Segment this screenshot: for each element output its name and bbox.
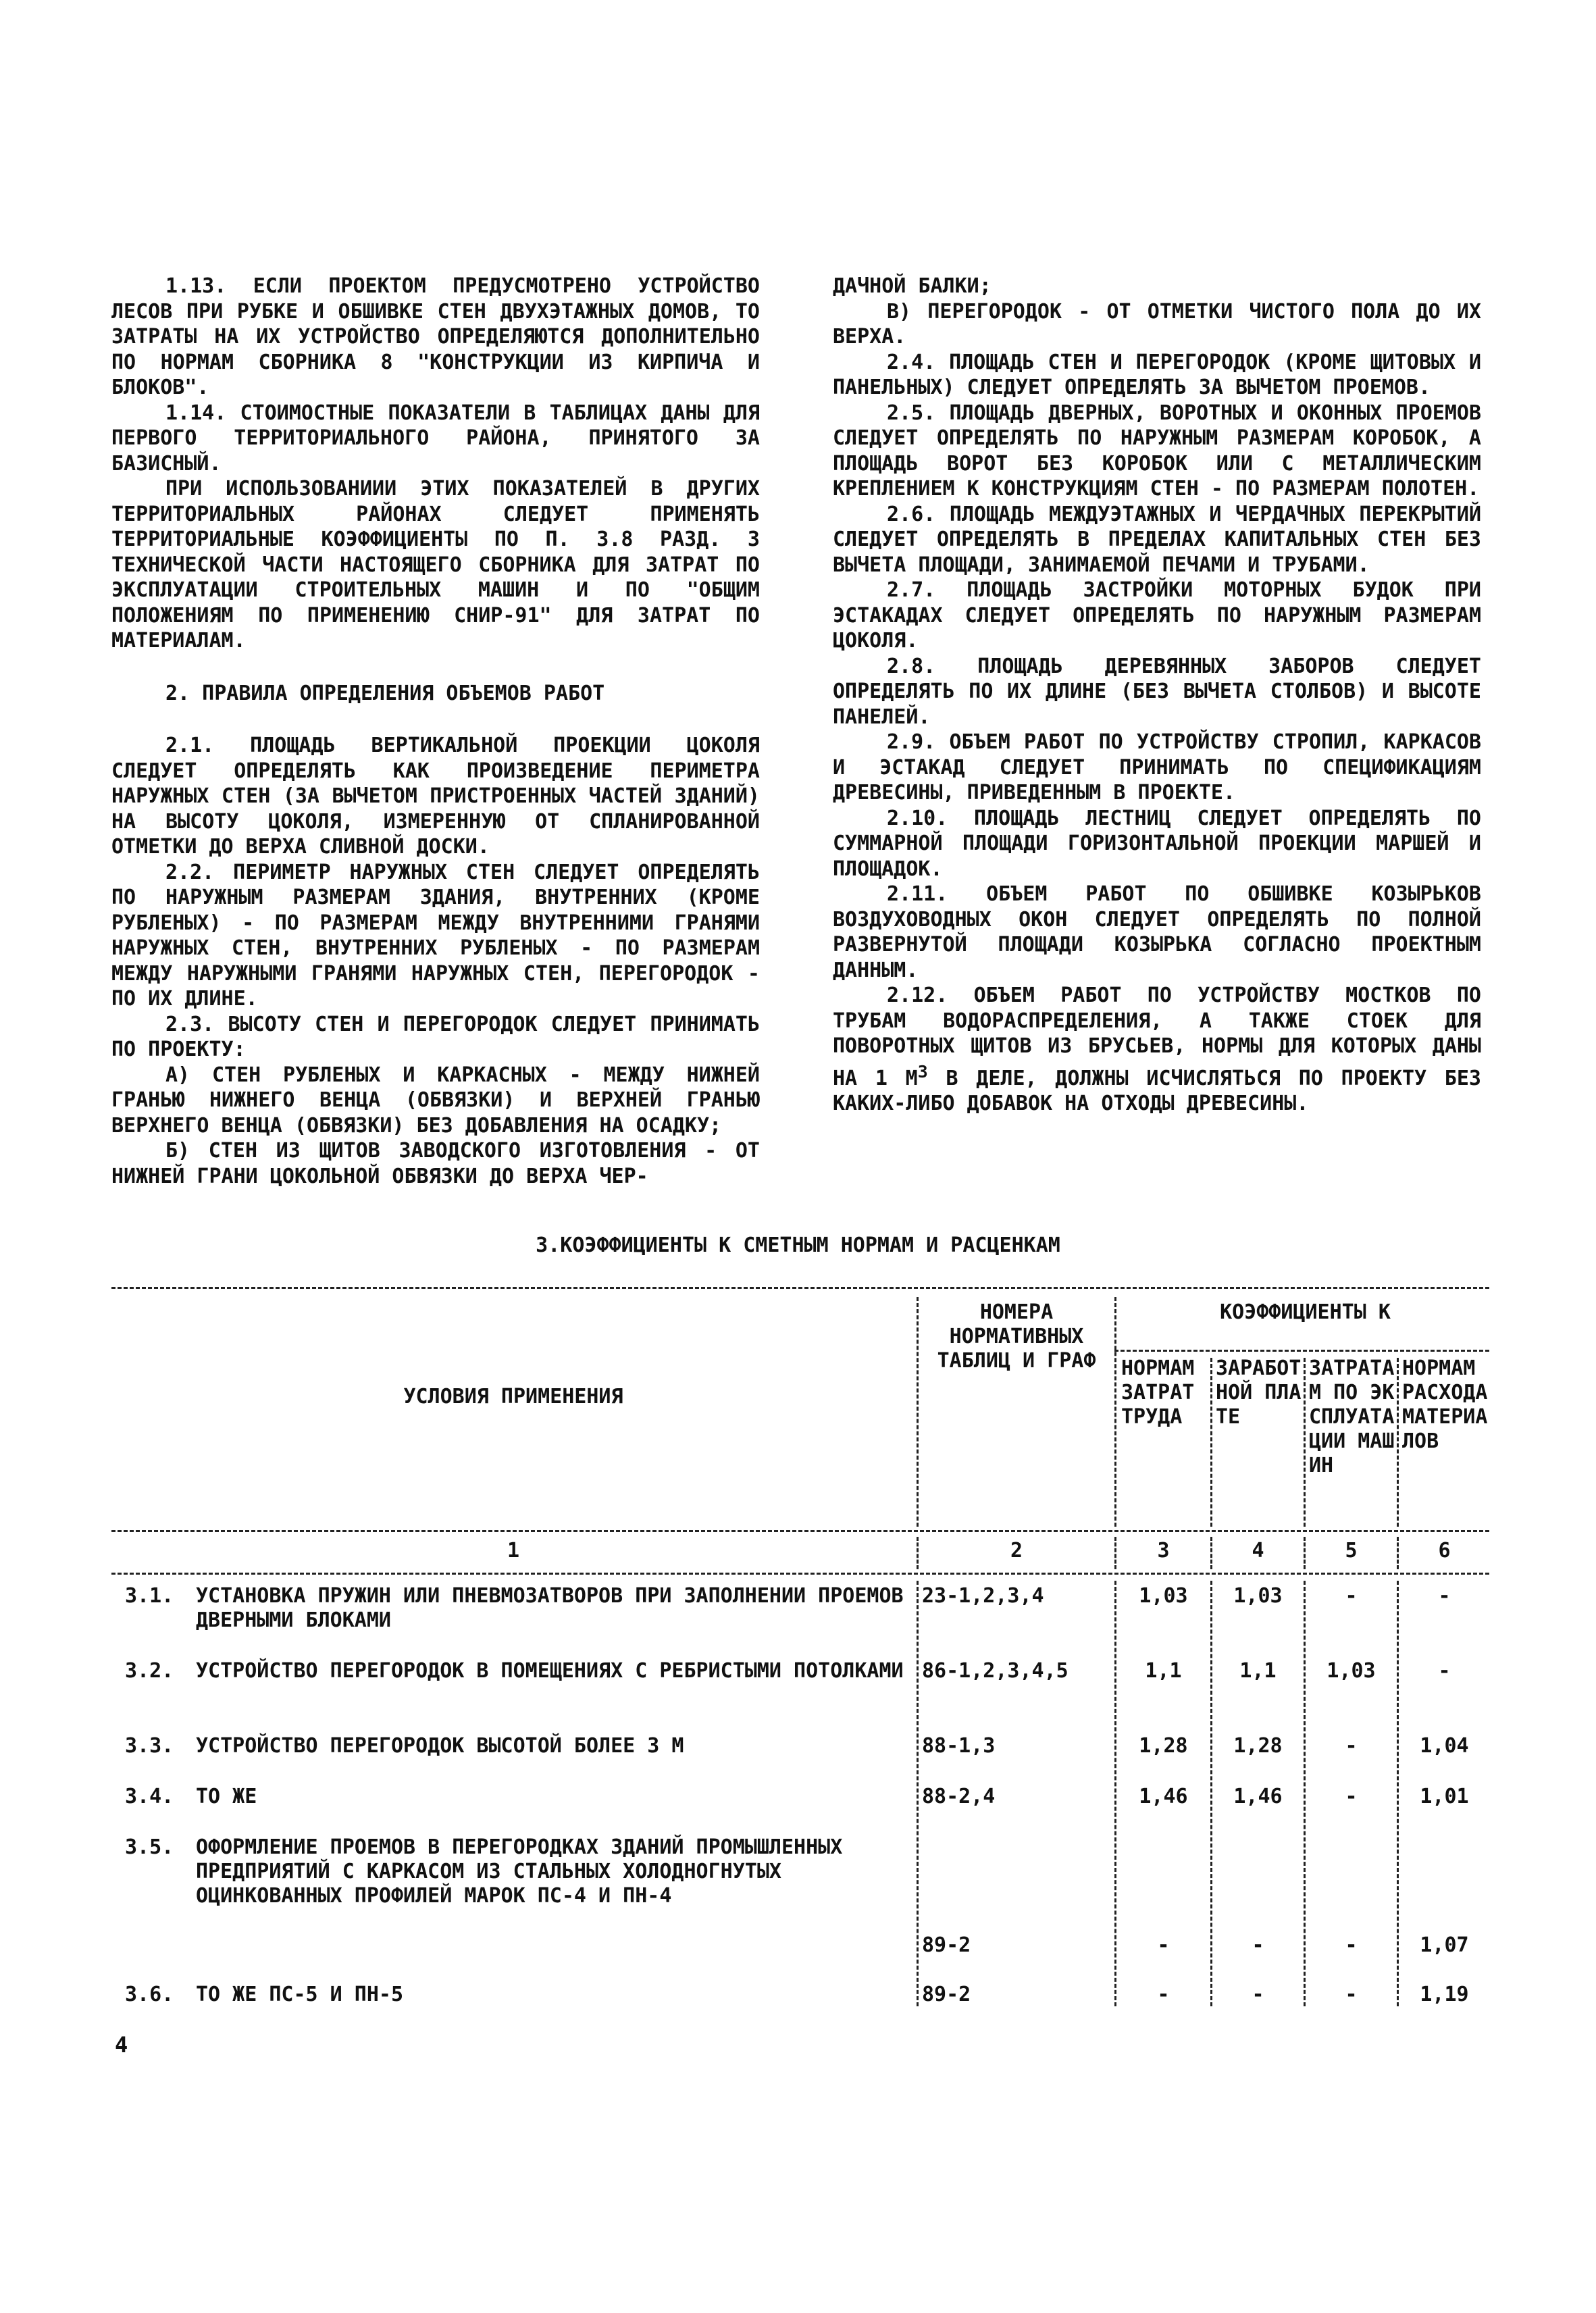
paragraph-2-9: 2.9. ОБЪЕМ РАБОТ ПО УСТРОЙСТВУ СТРОПИЛ, КАРКАСОВ И ЭСТАКАД СЛЕДУЕТ ПРИНИМАТЬ ПО СПЕЦИФИКАЦИЯМ ДРЕВЕСИНЫ, ПРИВЕДЕННЫМ В ПРОЕКТЕ.: [833, 730, 1481, 805]
header-separator-3: [1210, 1358, 1212, 1527]
colnum-separator-5: [1397, 1537, 1399, 1569]
row-number: 3.5.: [125, 1835, 174, 1859]
row-number: 3.6.: [125, 1983, 174, 2006]
paragraph-2-12-part1: 2.12. ОБЪЕМ РАБОТ ПО УСТРОЙСТВУ МОСТКОВ ПО ТРУБАМ ВОДОРАСПРЕДЕЛЕНИЯ, А ТАКЖЕ СТОЕК ДЛЯ ПОВОРОТНЫХ ЩИТОВ ИЗ БРУСЬЕВ, НОРМЫ ДЛЯ КОТОРЫХ ДАНЫ НА 1 М: [833, 984, 1481, 1090]
row-c3: 1,46: [1139, 1785, 1188, 1808]
paragraph-2-3-a: А) СТЕН РУБЛЕНЫХ И КАРКАСНЫХ - МЕЖДУ НИЖНЕЙ ГРАНЬЮ НИЖНЕГО ВЕНЦА (ОБВЯЗКИ) И ВЕРХНЕЙ ГРАНЬЮ ВЕРХНЕГО ВЕНЦА (ОБВЯЗКИ) БЕЗ ДОБАВЛЕНИЯ НА ОСАДКУ;: [111, 1063, 760, 1138]
colnum-3: 3: [1157, 1539, 1170, 1562]
row-c6: 1,04: [1420, 1734, 1469, 1758]
table-top-rule: [111, 1287, 1489, 1289]
colnum-separator-2: [1114, 1537, 1116, 1569]
header-separator-1: [917, 1297, 919, 1527]
row-number: 3.3.: [125, 1734, 174, 1758]
row-c6: 1,01: [1420, 1785, 1469, 1808]
paragraph-2-7: 2.7. ПЛОЩАДЬ ЗАСТРОЙКИ МОТОРНЫХ БУДОК ПРИ ЭСТАКАДАХ СЛЕДУЕТ ОПРЕДЕЛЯТЬ ПО НАРУЖНЫМ РАЗМЕРАМ ЦОКОЛЯ.: [833, 578, 1481, 653]
row-c3: 1,1: [1145, 1659, 1182, 1683]
header-separator-5: [1397, 1358, 1399, 1527]
left-column: [111, 274, 760, 1189]
paragraph-2-8: 2.8. ПЛОЩАДЬ ДЕРЕВЯННЫХ ЗАБОРОВ СЛЕДУЕТ ОПРЕДЕЛЯТЬ ПО ИХ ДЛИНЕ (БЕЗ ВЫЧЕТА СТОЛБОВ) И ВЫСОТЕ ПАНЕЛЕЙ.: [833, 654, 1481, 729]
row-c3: 1,28: [1139, 1734, 1188, 1758]
row-c5: -: [1345, 1734, 1358, 1758]
row-ref: 86-1,2,3,4,5: [922, 1659, 1069, 1683]
paragraph-1-13: 1.13. ЕСЛИ ПРОЕКТОМ ПРЕДУСМОТРЕНО УСТРОЙСТВО ЛЕСОВ ПРИ РУБКЕ И ОБШИВКЕ СТЕН ДВУХЭТАЖНЫХ ДОМОВ, ТО ЗАТРАТЫ НА ИХ УСТРОЙСТВО ОПРЕДЕЛЯЮТСЯ ДОПОЛНИТЕЛЬНО ПО НОРМАМ СБОРНИКА 8 "КОНСТРУКЦИИ ИЗ КИРПИЧА И БЛОКОВ".: [111, 274, 760, 399]
row-ref: 88-1,3: [922, 1734, 996, 1758]
row-c4: 1,03: [1233, 1584, 1283, 1608]
paragraph-1-14: 1.14. СТОИМОСТНЫЕ ПОКАЗАТЕЛИ В ТАБЛИЦАХ ДАНЫ ДЛЯ ПЕРВОГО ТЕРРИТОРИАЛЬНОГО РАЙОНА, ПРИНЯТОГО ЗА БАЗИСНЫЙ.: [111, 401, 760, 476]
header-bottom-rule: [111, 1530, 1489, 1532]
row-c3: 1,03: [1139, 1584, 1188, 1608]
row-ref: 89-2: [922, 1933, 971, 1957]
paragraph-1-14-continued: ПРИ ИСПОЛЬЗОВАНИИИ ЭТИХ ПОКАЗАТЕЛЕЙ В ДРУГИХ ТЕРРИТОРИАЛЬНЫХ РАЙОНАХ СЛЕДУЕТ ПРИМЕНЯТЬ ТЕРРИТОРИАЛЬНЫЕ КОЭФФИЦИЕНТЫ ПО П. 3.8 РАЗД. 3 ТЕХНИЧЕСКОЙ ЧАСТИ НАСТОЯЩЕГО СБОРНИКА ДЛЯ ЗАТРАТ ПО ЭКСПЛУАТАЦИИ СТРОИТЕЛЬНЫХ МАШИН И ПО "ОБЩИМ ПОЛОЖЕНИЯМ ПО ПРИМЕНЕНИЮ СНИР-91" ДЛЯ ЗАТРАТ ПО МАТЕРИАЛАМ.: [111, 477, 760, 653]
row-number: 3.2.: [125, 1659, 174, 1683]
row-c4: -: [1252, 1983, 1264, 2006]
header-col4: ЗАРАБОТНОЙ ПЛАТЕ: [1216, 1356, 1302, 1429]
row-condition: УСТАНОВКА ПРУЖИН ИЛИ ПНЕВМОЗАТВОРОВ ПРИ ЗАПОЛНЕНИИ ПРОЕМОВ ДВЕРНЫМИ БЛОКАМИ: [196, 1584, 904, 1632]
row-c5: -: [1345, 1983, 1358, 2006]
row-condition: УСТРОЙСТВО ПЕРЕГОРОДОК ВЫСОТОЙ БОЛЕЕ 3 М: [196, 1734, 684, 1758]
colnum-1: 1: [507, 1539, 520, 1562]
row-condition: УСТРОЙСТВО ПЕРЕГОРОДОК В ПОМЕЩЕНИЯХ С РЕБРИСТЫМИ ПОТОЛКАМИ: [196, 1659, 904, 1683]
header-separator-2: [1114, 1297, 1116, 1527]
paragraph-2-12: [833, 983, 1481, 1117]
row-c3: -: [1157, 1933, 1170, 1957]
row-c5: -: [1345, 1933, 1358, 1957]
row-c4: -: [1252, 1933, 1264, 1957]
right-column: [833, 274, 1481, 1117]
header-sub-rule: [1114, 1350, 1489, 1352]
row-ref: 89-2: [922, 1983, 971, 2006]
row-c3: -: [1157, 1983, 1170, 2006]
paragraph-2-10: 2.10. ПЛОЩАДЬ ЛЕСТНИЦ СЛЕДУЕТ ОПРЕДЕЛЯТЬ ПО СУММАРНОЙ ПЛОЩАДИ ГОРИЗОНТАЛЬНОЙ ПРОЕКЦИИ МАРШЕЙ И ПЛОЩАДОК.: [833, 806, 1481, 881]
colnum-bottom-rule: [111, 1573, 1489, 1575]
row-c6: 1,07: [1420, 1933, 1469, 1957]
section-2-title: 2. ПРАВИЛА ОПРЕДЕЛЕНИЯ ОБЪЕМОВ РАБОТ: [165, 681, 605, 705]
paragraph-2-3-b: Б) СТЕН ИЗ ЩИТОВ ЗАВОДСКОГО ИЗГОТОВЛЕНИЯ - ОТ НИЖНЕЙ ГРАНИ ЦОКОЛЬНОЙ ОБВЯЗКИ ДО ВЕРХА ЧЕР-: [111, 1139, 760, 1188]
row-c6: -: [1438, 1659, 1451, 1683]
paragraph-2-11: 2.11. ОБЪЕМ РАБОТ ПО ОБШИВКЕ КОЗЫРЬКОВ ВОЗДУХОВОДНЫХ ОКОН СЛЕДУЕТ ОПРЕДЕЛЯТЬ ПО ПОЛНОЙ РАЗВЕРНУТОЙ ПЛОЩАДИ КОЗЫРЬКА СОГЛАСНО ПРОЕКТНЫМ ДАННЫМ.: [833, 882, 1481, 982]
paragraph-2-6: 2.6. ПЛОЩАДЬ МЕЖДУЭТАЖНЫХ И ЧЕРДАЧНЫХ ПЕРЕКРЫТИЙ СЛЕДУЕТ ОПРЕДЕЛЯТЬ В ПРЕДЕЛАХ КАПИТАЛЬНЫХ СТЕН БЕЗ ВЫЧЕТА ПЛОЩАДИ, ЗАНИМАЕМОЙ ПЕЧАМИ И ТРУБАМИ.: [833, 502, 1481, 577]
colnum-5: 5: [1345, 1539, 1358, 1562]
paragraph-2-3: 2.3. ВЫСОТУ СТЕН И ПЕРЕГОРОДОК СЛЕДУЕТ ПРИНИМАТЬ ПО ПРОЕКТУ:: [111, 1012, 760, 1061]
colnum-separator-1: [917, 1537, 919, 1569]
header-numbers: НОМЕРА НОРМАТИВНЫХ ТАБЛИЦ И ГРАФ: [937, 1300, 1096, 1373]
colnum-separator-4: [1304, 1537, 1306, 1569]
row-number: 3.1.: [125, 1584, 174, 1608]
row-condition: ТО ЖЕ: [196, 1785, 257, 1808]
header-conditions: УСЛОВИЯ ПРИМЕНЕНИЯ: [403, 1385, 623, 1408]
row-c5: -: [1345, 1785, 1358, 1808]
body-separator-2: [1114, 1581, 1116, 2006]
paragraph-continuation: ДАЧНОЙ БАЛКИ;: [833, 274, 992, 298]
row-c4: 1,46: [1233, 1785, 1283, 1808]
colnum-4: 4: [1252, 1539, 1264, 1562]
page-number: 4: [115, 2032, 128, 2058]
paragraph-2-12-part2: В ДЕЛЕ, ДОЛЖНЫ ИСЧИСЛЯТЬСЯ ПО ПРОЕКТУ БЕЗ КАКИХ-ЛИБО ДОБАВОК НА ОТХОДЫ ДРЕВЕСИНЫ.: [833, 1066, 1481, 1115]
row-c4: 1,1: [1239, 1659, 1277, 1683]
row-ref: 23-1,2,3,4: [922, 1584, 1044, 1608]
row-c5: -: [1345, 1584, 1358, 1608]
header-coefficients: КОЭФФИЦИЕНТЫ К: [1220, 1300, 1391, 1324]
paragraph-2-5: 2.5. ПЛОЩАДЬ ДВЕРНЫХ, ВОРОТНЫХ И ОКОННЫХ ПРОЕМОВ СЛЕДУЕТ ОПРЕДЕЛЯТЬ ПО НАРУЖНЫМ РАЗМЕРАМ КОРОБОК, А ПЛОЩАДЬ ВОРОТ БЕЗ КОРОБОК ИЛИ С МЕТАЛЛИЧЕСКИМ КРЕПЛЕНИЕМ К КОНСТРУКЦИЯМ СТЕН - ПО РАЗМЕРАМ ПОЛОТЕН.: [833, 401, 1481, 501]
colnum-separator-3: [1210, 1537, 1212, 1569]
paragraph-2-4: 2.4. ПЛОЩАДЬ СТЕН И ПЕРЕГОРОДОК (КРОМЕ ЩИТОВЫХ И ПАНЕЛЬНЫХ) СЛЕДУЕТ ОПРЕДЕЛЯТЬ ЗА ВЫЧЕТОМ ПРОЕМОВ.: [833, 350, 1481, 399]
row-c6: -: [1438, 1584, 1451, 1608]
colnum-6: 6: [1438, 1539, 1451, 1562]
row-condition: ОФОРМЛЕНИЕ ПРОЕМОВ В ПЕРЕГОРОДКАХ ЗДАНИЙ ПРОМЫШЛЕННЫХ ПРЕДПРИЯТИЙ С КАРКАСОМ ИЗ СТАЛЬНЫХ ХОЛОДНОГНУТЫХ ОЦИНКОВАННЫХ ПРОФИЛЕЙ МАРОК ПС-4 И ПН-4: [196, 1835, 843, 1908]
row-ref: 88-2,4: [922, 1785, 996, 1808]
paragraph-2-3-c: В) ПЕРЕГОРОДОК - ОТ ОТМЕТКИ ЧИСТОГО ПОЛА ДО ИХ ВЕРХА.: [833, 299, 1481, 349]
header-col3: НОРМАМ ЗАТРАТ ТРУДА: [1121, 1356, 1195, 1429]
colnum-2: 2: [1010, 1539, 1023, 1562]
row-condition: ТО ЖЕ ПС-5 И ПН-5: [196, 1983, 404, 2006]
header-col6: НОРМАМ РАСХОДА МАТЕРИАЛОВ: [1402, 1356, 1488, 1453]
paragraph-2-2: 2.2. ПЕРИМЕТР НАРУЖНЫХ СТЕН СЛЕДУЕТ ОПРЕДЕЛЯТЬ ПО НАРУЖНЫМ РАЗМЕРАМ ЗДАНИЯ, ВНУТРЕННИХ (КРОМЕ РУБЛЕНЫХ) - ПО РАЗМЕРАМ МЕЖДУ ВНУТРЕННИМИ ГРАНЯМИ НАРУЖНЫХ СТЕН, ВНУТРЕННИХ РУБЛЕНЫХ - ПО РАЗМЕРАМ МЕЖДУ НАРУЖНЫМИ ГРАНЯМИ НАРУЖНЫХ СТЕН, ПЕРЕГОРОДОК - ПО ИХ ДЛИНЕ.: [111, 860, 760, 1011]
header-col5: ЗАТРАТАМ ПО ЭКСПЛУАТАЦИИ МАШИН: [1309, 1356, 1395, 1477]
section-3-title: 3.КОЭФФИЦИЕНТЫ К СМЕТНЫМ НОРМАМ И РАСЦЕНКАМ: [536, 1234, 1060, 1257]
superscript-cubic: 3: [917, 1061, 928, 1082]
row-c4: 1,28: [1233, 1734, 1283, 1758]
row-c6: 1,19: [1420, 1983, 1469, 2006]
header-separator-4: [1304, 1358, 1306, 1527]
row-number: 3.4.: [125, 1785, 174, 1808]
paragraph-2-1: 2.1. ПЛОЩАДЬ ВЕРТИКАЛЬНОЙ ПРОЕКЦИИ ЦОКОЛЯ СЛЕДУЕТ ОПРЕДЕЛЯТЬ КАК ПРОИЗВЕДЕНИЕ ПЕРИМЕТРА НАРУЖНЫХ СТЕН (ЗА ВЫЧЕТОМ ПРИСТРОЕННЫХ ЧАСТЕЙ ЗДАНИЙ) НА ВЫСОТУ ЦОКОЛЯ, ИЗМЕРЕННУЮ ОТ СПЛАНИРОВАННОЙ ОТМЕТКИ ДО ВЕРХА СЛИВНОЙ ДОСКИ.: [111, 734, 760, 859]
row-c5: 1,03: [1327, 1659, 1376, 1683]
